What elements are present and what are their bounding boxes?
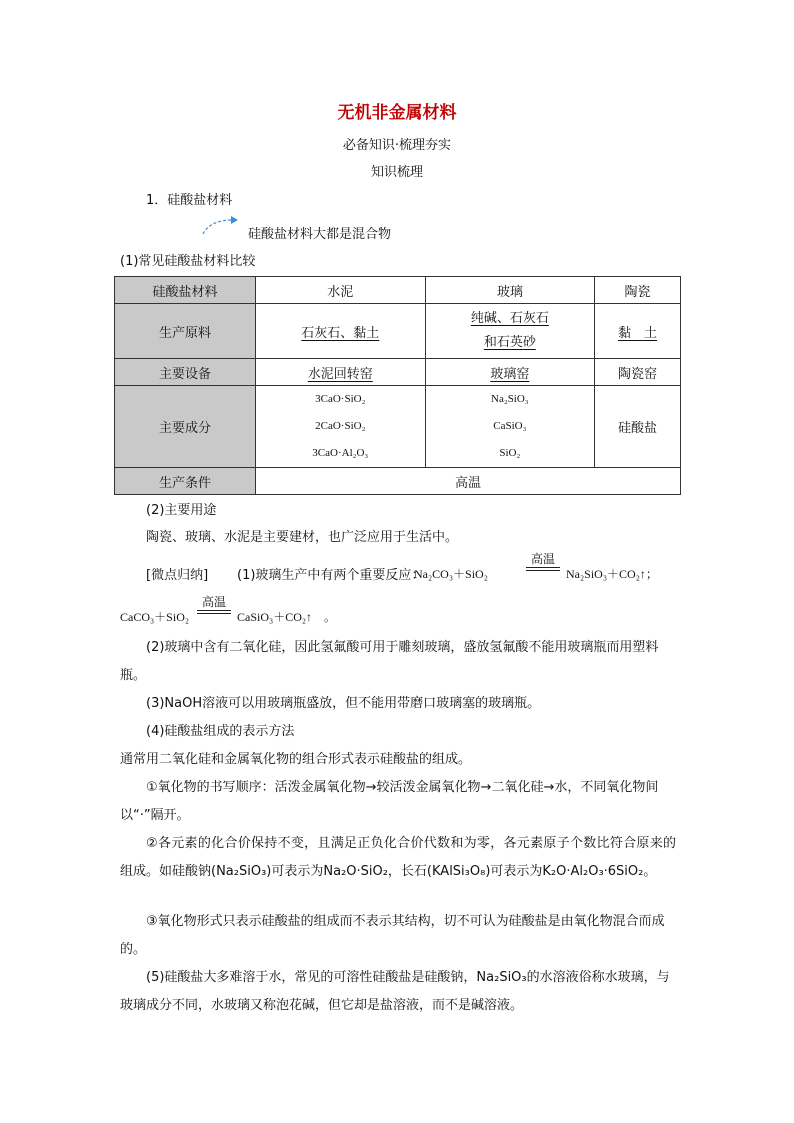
answer-raw-cement: 石灰石、黏土 — [301, 325, 380, 341]
equation2-reactants: CaCO₃＋SiO₂ — [120, 610, 190, 624]
cell-comp-glass — [425, 386, 595, 468]
cell-condition: 高温 — [256, 468, 681, 495]
cell-raw-ceramic — [595, 304, 681, 359]
tip1-prefix: (1)玻璃生产中有两个重要反应： — [237, 568, 425, 583]
cell-raw-cement — [256, 304, 426, 359]
comp-cement-3: 3CaO·Al₂O₃ — [312, 447, 369, 459]
subheading-uses: (2)主要用途 — [146, 503, 217, 518]
equation1-products: Na₂SiO₃＋CO₂↑； — [566, 567, 658, 581]
table-row — [115, 304, 681, 359]
page-title: 无机非金属材料 — [337, 103, 457, 123]
answer-raw-ceramic: 黏 土 — [618, 325, 658, 341]
paragraph-naoh-storage: (3)NaOH溶液可以用玻璃瓶盛放，但不能用带磨口玻璃塞的玻璃瓶。 — [146, 696, 541, 711]
table-row — [115, 359, 681, 386]
curved-arrow-icon — [200, 213, 240, 237]
table-header-cell: 陶瓷 — [595, 277, 681, 304]
paragraph-valence-rule: ②各元素的化合价保持不变，且满足正负化合价代数和为零，各元素原子个数比符合原来的组成。如硅酸钠(Na₂SiO₃)可表示为Na₂O·SiO₂，长石(KAlSi₃O₈)可表示为K₂O·Al₂O₃·6SiO₂。 — [120, 836, 676, 879]
answer-raw-glass-1: 纯碱、石灰石 — [470, 311, 549, 326]
comp-glass-3: SiO₂ — [499, 447, 521, 459]
cell-comp-ceramic: 硅酸盐 — [595, 386, 681, 468]
row-label-condition: 生产条件 — [115, 468, 256, 495]
paragraph-water-glass: (5)硅酸盐大多难溶于水，常见的可溶性硅酸盐是硅酸钠，Na₂SiO₃的水溶液俗称水玻璃，与玻璃成分不同，水玻璃又称泡花碱，但它却是盐溶液，而不是碱溶液。 — [120, 970, 670, 1013]
cell-equip-cement — [256, 359, 426, 386]
cell-comp-cement — [256, 386, 426, 468]
table-row — [115, 468, 681, 495]
equation2-products: CaSiO₃＋CO₂↑ 。 — [237, 610, 337, 624]
answer-raw-glass-2: 和石英砂 — [483, 335, 536, 350]
cell-raw-glass — [425, 304, 595, 359]
table-row — [115, 277, 681, 304]
equation1-condition: 高温 — [530, 552, 555, 566]
table-header-cell: 硅酸盐材料 — [115, 277, 256, 304]
subtitle: 必备知识·梳理夯实 — [342, 138, 452, 153]
note-mixture: 硅酸盐材料大都是混合物 — [248, 227, 392, 242]
comp-glass-1: Na₂SiO₃ — [491, 393, 529, 405]
paragraph-hf-etching: (2)玻璃中含有二氧化硅，因此氢氟酸可用于雕刻玻璃，盛放氢氟酸不能用玻璃瓶而用塑料瓶。 — [120, 640, 659, 683]
paragraph-oxide-order: ①氧化物的书写顺序：活泼金属氧化物→较活泼金属氧化物→二氧化硅→水，不同氧化物间以“·”隔开。 — [120, 780, 659, 823]
heading-silicate-materials: 1．硅酸盐材料 — [146, 193, 233, 208]
comp-cement-2: 2CaO·SiO₂ — [315, 420, 366, 432]
paragraph-oxide-form-note: ③氧化物形式只表示硅酸盐的组成而不表示其结构，切不可认为硅酸盐是由氧化物混合而成的。 — [120, 914, 665, 957]
cell-equip-ceramic: 陶瓷窑 — [595, 359, 681, 386]
section-title: 知识梳理 — [370, 165, 423, 180]
subheading-comparison: (1)常见硅酸盐材料比较 — [120, 254, 256, 269]
row-label-equipment: 主要设备 — [115, 359, 256, 386]
row-label-raw-material: 生产原料 — [115, 304, 256, 359]
cell-equip-glass — [425, 359, 595, 386]
row-label-composition: 主要成分 — [115, 386, 256, 468]
paragraph-representation-heading: (4)硅酸盐组成的表示方法 — [146, 724, 295, 739]
comp-glass-2: CaSiO₃ — [493, 420, 527, 432]
paragraph-representation-intro: 通常用二氧化硅和金属氧化物的组合形式表示硅酸盐的组成。 — [120, 752, 472, 767]
answer-equip-glass: 玻璃窑 — [490, 366, 530, 382]
uses-text: 陶瓷、玻璃、水泥是主要建材，也广泛应用于生活中。 — [146, 530, 459, 545]
tip-label: [微点归纳] — [146, 568, 209, 583]
equation2-condition-arrow — [197, 596, 231, 614]
equation1-condition-arrow — [526, 553, 560, 571]
silicate-comparison-table — [114, 276, 681, 495]
equation1-reactants: Na₂CO₃＋SiO₂ — [414, 567, 488, 581]
answer-equip-cement: 水泥回转窑 — [307, 366, 373, 382]
equation2-condition: 高温 — [201, 595, 226, 609]
table-header-cell: 玻璃 — [425, 277, 595, 304]
comp-cement-1: 3CaO·SiO₂ — [315, 393, 366, 405]
table-row — [115, 386, 681, 468]
table-header-cell: 水泥 — [256, 277, 426, 304]
